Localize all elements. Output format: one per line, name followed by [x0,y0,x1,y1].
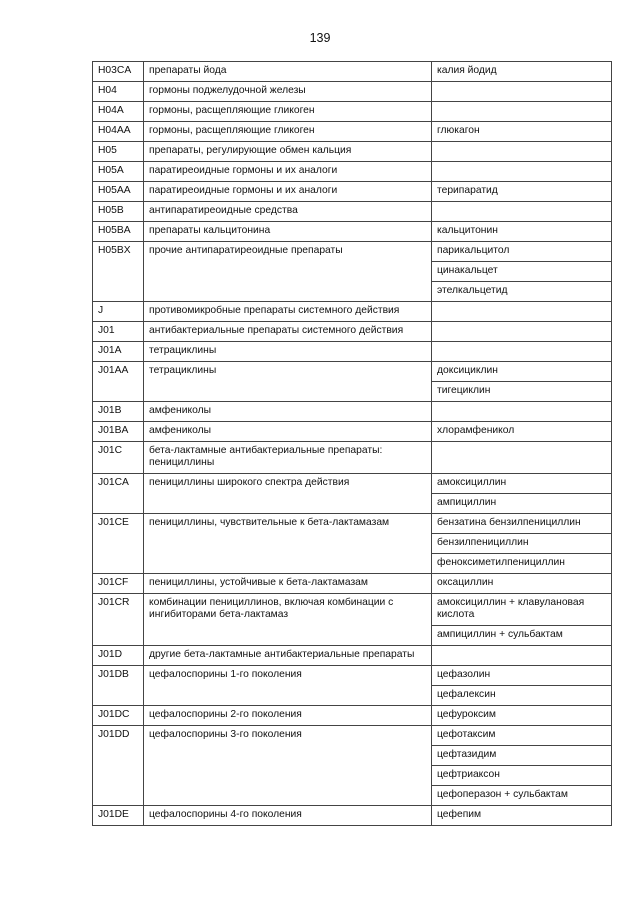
atc-group-description-cell: тетрациклины [144,342,432,362]
atc-code-cell: J01AA [93,362,144,402]
drug-name-cell: этелкальцетид [432,282,612,302]
atc-code-cell: J01 [93,322,144,342]
drug-name-cell: цефоперазон + сульбактам [432,786,612,806]
table-row [93,182,612,202]
atc-group-description-cell: прочие антипаратиреоидные препараты [144,242,432,302]
drug-name-cell: цефазолин [432,666,612,686]
atc-code-cell: J01CF [93,574,144,594]
drug-name-cell [432,646,612,666]
table-row [93,62,612,82]
atc-code-cell: J01B [93,402,144,422]
atc-code-cell: J01CR [93,594,144,646]
atc-group-description-cell: бета-лактамные антибактериальные препараты: пенициллины [144,442,432,474]
table-row [93,202,612,222]
table-row [93,514,612,534]
atc-code-cell: J01DE [93,806,144,826]
atc-group-description-cell: тетрациклины [144,362,432,402]
atc-group-description-cell: другие бета-лактамные антибактериальные препараты [144,646,432,666]
drug-name-cell: феноксиметилпенициллин [432,554,612,574]
atc-group-description-cell: амфениколы [144,422,432,442]
atc-code-cell: H03CA [93,62,144,82]
table-row [93,574,612,594]
drug-name-cell: амоксициллин [432,474,612,494]
atc-group-description-cell: амфениколы [144,402,432,422]
atc-code-cell: H04 [93,82,144,102]
table-row [93,362,612,382]
table-row [93,706,612,726]
table-row [93,594,612,626]
drug-name-cell [432,142,612,162]
atc-code-cell: J01A [93,342,144,362]
drug-name-cell: оксациллин [432,574,612,594]
drug-name-cell: тигециклин [432,382,612,402]
drug-name-cell: цефтазидим [432,746,612,766]
atc-group-description-cell: препараты кальцитонина [144,222,432,242]
atc-code-cell: J [93,302,144,322]
drug-name-cell: ампициллин + сульбактам [432,626,612,646]
drug-name-cell [432,402,612,422]
drug-name-cell: бензилпенициллин [432,534,612,554]
atc-group-description-cell: гормоны поджелудочной железы [144,82,432,102]
atc-code-cell: J01C [93,442,144,474]
drug-name-cell: кальцитонин [432,222,612,242]
atc-group-description-cell: цефалоспорины 2-го поколения [144,706,432,726]
table-row [93,322,612,342]
atc-group-description-cell: цефалоспорины 3-го поколения [144,726,432,806]
table-row [93,242,612,262]
atc-table-body [93,62,612,826]
atc-code-cell: H05 [93,142,144,162]
atc-group-description-cell: цефалоспорины 4-го поколения [144,806,432,826]
atc-drug-table [92,61,612,826]
atc-group-description-cell: пенициллины, устойчивые к бета-лактамазам [144,574,432,594]
table-row [93,646,612,666]
drug-name-cell [432,82,612,102]
atc-group-description-cell: гормоны, расщепляющие гликоген [144,102,432,122]
page-number: 139 [309,31,331,45]
atc-group-description-cell: препараты, регулирующие обмен кальция [144,142,432,162]
atc-group-description-cell: цефалоспорины 1-го поколения [144,666,432,706]
atc-code-cell: H05BA [93,222,144,242]
table-row [93,302,612,322]
drug-name-cell [432,102,612,122]
atc-code-cell: J01DB [93,666,144,706]
drug-name-cell [432,302,612,322]
atc-group-description-cell: гормоны, расщепляющие гликоген [144,122,432,142]
table-row [93,342,612,362]
drug-name-cell: ампициллин [432,494,612,514]
drug-name-cell: цефтриаксон [432,766,612,786]
drug-name-cell: доксициклин [432,362,612,382]
atc-code-cell: H05A [93,162,144,182]
atc-code-cell: J01DC [93,706,144,726]
drug-name-cell: хлорамфеникол [432,422,612,442]
table-row [93,402,612,422]
table-row [93,474,612,494]
atc-code-cell: H04AA [93,122,144,142]
drug-name-cell [432,342,612,362]
atc-code-cell: H04A [93,102,144,122]
drug-name-cell [432,202,612,222]
drug-name-cell: терипаратид [432,182,612,202]
table-row [93,222,612,242]
atc-group-description-cell: пенициллины, чувствительные к бета-лактамазам [144,514,432,574]
drug-name-cell [432,442,612,474]
atc-group-description-cell: пенициллины широкого спектра действия [144,474,432,514]
drug-name-cell [432,322,612,342]
drug-name-cell: цефалексин [432,686,612,706]
table-row [93,122,612,142]
atc-code-cell: H05AA [93,182,144,202]
atc-code-cell: J01DD [93,726,144,806]
table-row [93,806,612,826]
drug-name-cell [432,162,612,182]
atc-code-cell: J01CA [93,474,144,514]
atc-code-cell: J01CE [93,514,144,574]
atc-group-description-cell: противомикробные препараты системного действия [144,302,432,322]
atc-group-description-cell: антипаратиреоидные средства [144,202,432,222]
atc-code-cell: J01D [93,646,144,666]
atc-group-description-cell: комбинации пенициллинов, включая комбинации с ингибиторами бета-лактамаз [144,594,432,646]
atc-group-description-cell: препараты йода [144,62,432,82]
drug-name-cell: калия йодид [432,62,612,82]
table-row [93,666,612,686]
table-row [93,442,612,474]
atc-code-cell: H05B [93,202,144,222]
drug-name-cell: бензатина бензилпенициллин [432,514,612,534]
table-row [93,726,612,746]
drug-name-cell: амоксициллин + клавулановая кислота [432,594,612,626]
drug-name-cell: парикальцитол [432,242,612,262]
atc-group-description-cell: паратиреоидные гормоны и их аналоги [144,182,432,202]
atc-code-cell: J01BA [93,422,144,442]
atc-group-description-cell: паратиреоидные гормоны и их аналоги [144,162,432,182]
drug-name-cell: цефуроксим [432,706,612,726]
table-row [93,82,612,102]
atc-group-description-cell: антибактериальные препараты системного действия [144,322,432,342]
table-row [93,102,612,122]
drug-name-cell: цинакальцет [432,262,612,282]
atc-code-cell: H05BX [93,242,144,302]
table-row [93,162,612,182]
drug-name-cell: глюкагон [432,122,612,142]
drug-name-cell: цефепим [432,806,612,826]
table-row [93,142,612,162]
drug-name-cell: цефотаксим [432,726,612,746]
table-row [93,422,612,442]
